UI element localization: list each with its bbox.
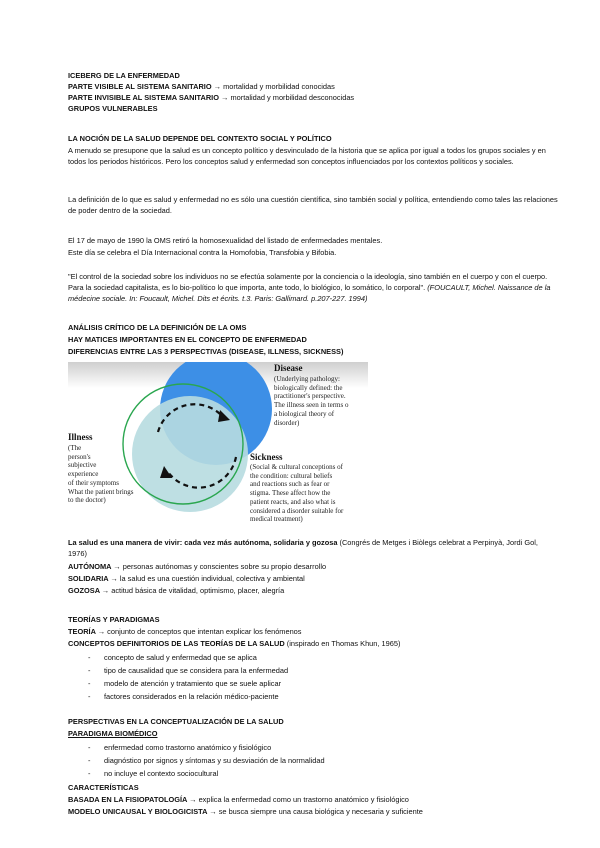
diagram-label-line: subjective [68, 461, 97, 470]
quote-text: "El control de la sociedad sobre los individuos no se efectúa solamente por la conciencia o la ideología, sino también en el cuerpo y con el cuerpo. Para la sociedad capitalista, es lo bio-político lo que importa, ante todo, lo biológico, lo somático, lo corporal". [68, 272, 548, 292]
theories-title: TEORÍAS Y PARADIGMAS [68, 615, 160, 624]
three-perspectives-title: DIFERENCIAS ENTRE LAS 3 PERSPECTIVAS (DISEASE, ILLNESS, SICKNESS) [68, 347, 344, 356]
sickness-title: Sickness [250, 452, 283, 462]
joyful-line [68, 585, 284, 596]
diagram-label-line: person's [68, 452, 91, 461]
oms-1990-line: El 17 de mayo de 1990 la OMS retiró la homosexualidad del listado de enfermedades mentales. [68, 236, 383, 245]
health-definition-text: La salud es una manera de vivir: cada vez más autónoma, solidaria y gozosa [68, 538, 338, 547]
document-page: ICEBERG DE LA ENFERMEDAD PARTE VISIBLE AL SISTEMA SANITARIO → mortalidad y morbilidad conocidas PARTE INVISIBLE AL SISTEMA SANITARIO → mortalidad y morbilidad desconocidas GRUPOS VULNERABLES LA NOCIÓN DE LA SALUD DEPENDE DEL CONTEXTO SOCIAL Y POLÍTICO A menudo se presupone que la salud es un concepto político y desvinculado de la historia que se aplica por igual a todos los grupos sociales y en todos los periodos históricos. Pero los conceptos salud y enfermedad son conceptos influenciados por los contextos políticos y sociales. La definición de lo que es salud y enfermedad no es sólo una cuestión científica, sino también social y política, entendiendo como tales las relaciones de poder dentro de la sociedad. El 17 de mayo de 1990 la OMS retiró la homosexualidad del listado de enfermedades mentales. Este día se celebra el Día Internacional contra la Homofobia, Transfobia y Bifobia. "El control de la sociedad sobre los individuos no se efectúa solamente por la conciencia o la ideología, sino también en el cuerpo y con el cuerpo. Para la sociedad capitalista, es lo bio-político lo que importa, ante todo, lo biológico, lo somático, lo corporal". (FOUCAULT, Michel. Naissance de la médecine sociale. In: Foucault, Michel. Dits et écrits. t.3. Paris: Gallimard. p.207-227. 1994) ANÁLISIS CRÍTICO DE LA DEFINICIÓN DE LA OMS HAY MATICES IMPORTANTES EN EL CONCEPTO DE ENFERMEDAD DIFERENCIAS ENTRE LAS 3 PERSPECTIVAS (DISEASE, ILLNESS, SICKNESS) Disease (Underlying pathology: biologically defined: the practitioner's perspective. The illness seen in terms o a biological theory of disorder) Illness (The person's subjective experience of their symptoms What the patient brings to the doctor) Sickness (Social & cultural conceptions of the condition: cultural beliefs and reactions such as fear or stigma. These affect how the patient reacts, and also what is considered a disorder suitable for medical treatment) La salud es una manera de vivir: cada vez más autónoma, solidaria y gozosa (Congrés de Metges i Biòlegs celebrat a Perpinyà, Jordi Gol, 1976) AUTÓNOMA → personas autónomas y conscientes sobre su propio desarrollo SOLIDARIA → la salud es una cuestión individual, colectiva y ambiental GOZOSA → actitud básica de vitalidad, optimismo, placer, alegría TEORÍAS Y PARADIGMAS TEORÍA → conjunto de conceptos que intentan explicar los fenómenos CONCEPTOS DEFINITORIOS DE LAS TEORÍAS DE LA SALUD (inspirado en Thomas Khun, 1965) - concepto de salud y enfermedad que se aplica - tipo de causalidad que se considera para la enfermedad - modelo de atención y tratamiento que se suele aplicar - factores considerados en la relación médico-paciente PERSPECTIVAS EN LA CONCEPTUALIZACIÓN DE LA SALUD PARADIGMA BIOMÉDICO - enfermedad como trastorno anatómico y fisiológico - diagnóstico por signos y síntomas y su desviación de la normalidad - no incluye el contexto sociocultural CARACTERÍSTICAS BASADA EN LA FISIOPATOLOGÍA → explica la enfermedad como un trastorno anatómico y fisiológico MODELO UNICAUSAL Y BIOLOGICISTA → se busca siempre una causa biológica y necesaria y suficiente [68, 71, 558, 816]
disease-illness-sickness-diagram [68, 362, 368, 532]
defining-concepts-label: CONCEPTOS DEFINITORIOS DE LAS TEORÍAS DE LA SALUD [68, 639, 285, 648]
diagram-label-line: practitioner's perspective. [274, 392, 346, 401]
vulnerable-groups: GRUPOS VULNERABLES [68, 104, 158, 113]
pathophysiology-line [68, 794, 409, 805]
diagram-label-line: stigma. These affect how the [250, 489, 331, 498]
health-notion-paragraph: A menudo se presupone que la salud es un concepto político y desvinculado de la historia que se aplica por igual a todos los grupos sociales y en todos los periodos históricos. Pero los conceptos salud y enfermedad son conceptos influenciados por los contextos políticos y sociales. [68, 146, 546, 166]
solidary-line [68, 573, 305, 584]
visible-part-line [68, 81, 335, 92]
unicausal-model-label: MODELO UNICAUSAL Y BIOLOGICISTA → [68, 807, 217, 816]
diagram-label-line: disorder) [274, 418, 300, 427]
diagram-label-line: What the patient brings [68, 487, 134, 496]
solidary-label: SOLIDARIA → [68, 574, 118, 583]
theory-label: TEORÍA → [68, 627, 106, 636]
visible-part-desc: mortalidad y morbilidad conocidas [221, 82, 335, 91]
disease-title: Disease [274, 363, 303, 373]
foucault-quote [68, 271, 558, 304]
diagram-label-line: to the doctor) [68, 496, 106, 505]
sickness-circle [132, 396, 248, 512]
joyful-desc: actitud básica de vitalidad, optimismo, placer, alegría [109, 586, 285, 595]
unicausal-model-line [68, 806, 423, 817]
diagram-label-line: (Social & cultural conceptions of [250, 463, 343, 471]
autonomous-line [68, 561, 326, 572]
illness-title: Illness [68, 432, 93, 442]
diagram-label-line: medical treatment) [250, 515, 303, 524]
biomedical-paradigm-heading: PARADIGMA BIOMÉDICO [68, 729, 158, 738]
health-notion-title: LA NOCIÓN DE LA SALUD DEPENDE DEL CONTEXTO SOCIAL Y POLÍTICO [68, 134, 332, 143]
diagram-label-line: The illness seen in terms o [274, 401, 349, 410]
solidary-desc: la salud es una cuestión individual, colectiva y ambiental [117, 574, 305, 583]
defining-concepts-line [68, 638, 400, 649]
diagram-label-line: patient reacts, and also what is [250, 497, 336, 506]
pathophysiology-label: BASADA EN LA FISIOPATOLOGÍA → [68, 795, 197, 804]
iceberg-title: ICEBERG DE LA ENFERMEDAD [68, 71, 180, 80]
joyful-label: GOZOSA → [68, 586, 110, 595]
pathophysiology-desc: explica la enfermedad como un trastorno anatómico y fisiológico [196, 795, 409, 804]
diagram-label-line: biologically defined: the [274, 383, 343, 392]
autonomous-label: AUTÓNOMA → [68, 562, 121, 571]
characteristics-heading: CARACTERÍSTICAS [68, 783, 139, 792]
disease-concept-nuances: HAY MATICES IMPORTANTES EN EL CONCEPTO DE ENFERMEDAD [68, 335, 307, 344]
perspectives-title: PERSPECTIVAS EN LA CONCEPTUALIZACIÓN DE LA SALUD [68, 717, 284, 726]
diagram-label-line: and reactions such as fear or [250, 480, 330, 489]
health-definition [68, 537, 558, 559]
diagram-label-line: experience [68, 470, 99, 479]
diagram-label-line: (Underlying pathology: [274, 375, 340, 383]
oms-critique-title: ANÁLISIS CRÍTICO DE LA DEFINICIÓN DE LA OMS [68, 323, 247, 332]
invisible-part-desc: mortalidad y morbilidad desconocidas [228, 93, 355, 102]
diagram-label-line: (The [68, 444, 82, 452]
unicausal-model-desc: se busca siempre una causa biológica y necesaria y suficiente [216, 807, 423, 816]
autonomous-desc: personas autónomas y conscientes sobre su propio desarrollo [120, 562, 327, 571]
diagram-label-line: of their symptoms [68, 478, 119, 487]
diagram-label-line: the condition: cultural beliefs [250, 471, 333, 480]
quote-citation: (FOUCAULT, Michel. Naissance de la médecine sociale. In: Foucault, Michel. Dits et écrits. t.3. Paris: Gallimard. p.207-227. 1994) [68, 283, 551, 303]
theory-line [68, 626, 302, 637]
diagram-label-line: a biological theory of [274, 409, 335, 418]
visible-part-label: PARTE VISIBLE AL SISTEMA SANITARIO → [68, 82, 222, 91]
definition-paragraph: La definición de lo que es salud y enfermedad no es sólo una cuestión científica, sino también social y política, entendiendo como tales las relaciones de poder dentro de la sociedad. [68, 195, 558, 215]
defining-concepts-source: (inspirado en Thomas Khun, 1965) [284, 639, 401, 648]
invisible-part-line [68, 92, 354, 103]
homophobia-day-line: Este día se celebra el Día Internacional contra la Homofobia, Transfobia y Bifobia. [68, 248, 337, 257]
invisible-part-label: PARTE INVISIBLE AL SISTEMA SANITARIO → [68, 93, 229, 102]
health-definition-source: (Congrés de Metges i Biòlegs celebrat a Perpinyà, Jordi Gol, 1976) [68, 538, 538, 558]
diagram-label-line: considered a disorder suitable for [250, 506, 344, 515]
theory-desc: conjunto de conceptos que intentan explicar los fenómenos [105, 627, 302, 636]
